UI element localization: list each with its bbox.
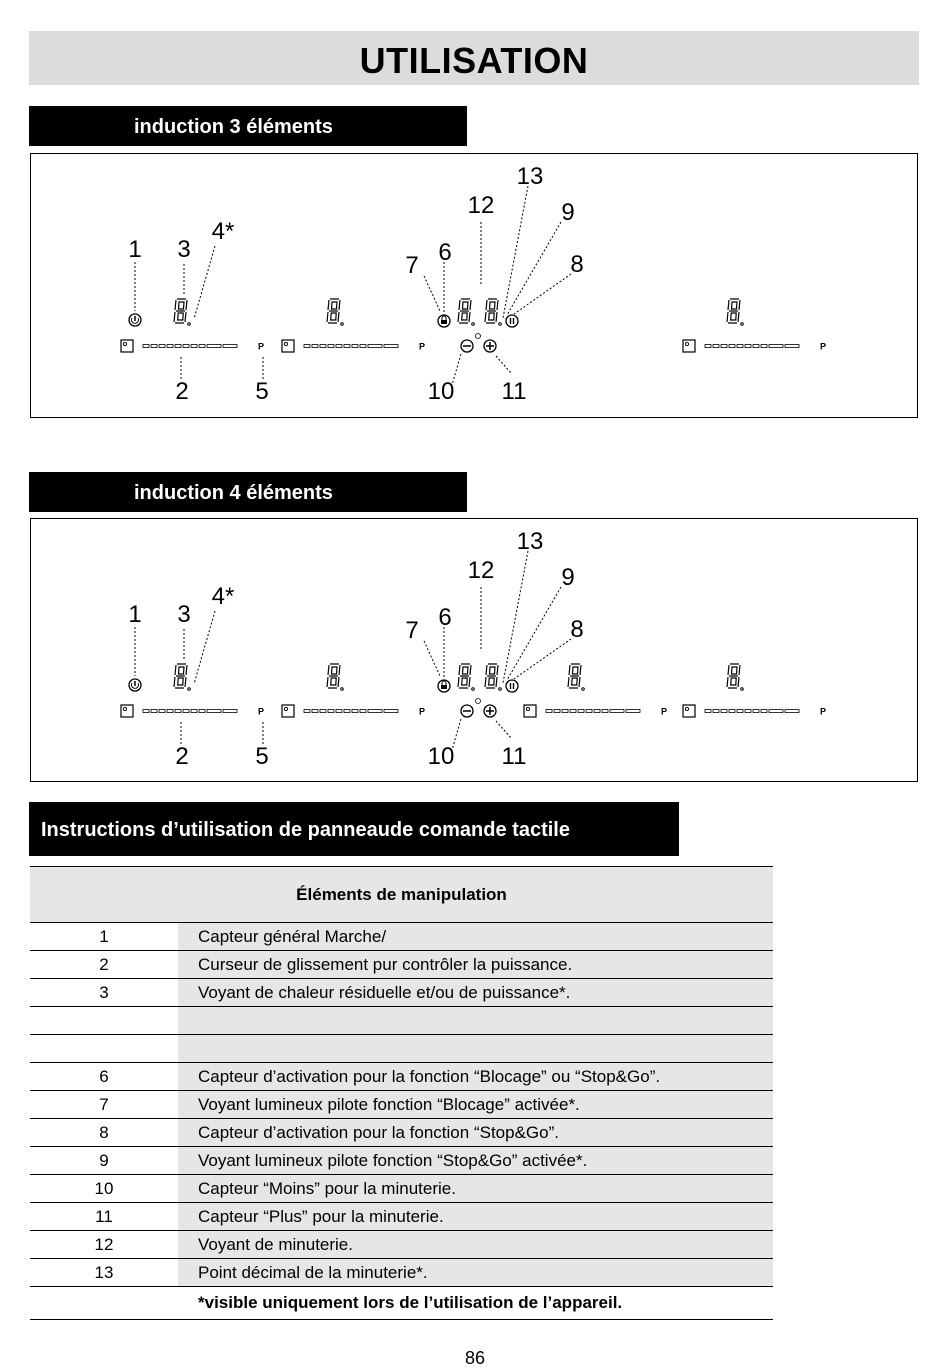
slider-segment [143,345,149,348]
slider-segment [320,345,326,348]
table-row [30,1063,773,1091]
callout-1: 1 [128,601,142,628]
slider-segment [578,710,584,713]
callout-9: 9 [561,564,575,591]
seven-segment-display [327,664,343,690]
slider-segment [336,345,342,348]
zone-select-icon [524,705,536,717]
controls-table [30,866,773,1320]
slider-segment [769,345,783,348]
power-slider [121,340,264,352]
slider-end-label: P [418,341,426,352]
slider-segment [729,345,735,348]
slider-segment [368,710,382,713]
table-header: Éléments de manipulation [30,867,773,923]
callout-11: 11 [501,378,527,405]
control-panel-3-elements [30,153,918,418]
callout-9: 9 [561,199,575,226]
plus-icon [484,340,496,352]
power-slider [683,340,826,352]
slider-segment [175,345,181,348]
table-row [30,923,773,951]
slider-segment [384,710,398,713]
row-number: 11 [30,1203,178,1231]
row-number: 1 [30,923,178,951]
row-number: 12 [30,1231,178,1259]
slider-segment [207,710,221,713]
slider-segment [705,345,711,348]
slider-segment [304,345,310,348]
slider-segment [368,345,382,348]
callout-6: 6 [438,604,452,631]
slider-segment [562,710,568,713]
slider-segment [761,345,767,348]
slider-segment [554,710,560,713]
seven-segment-display [727,299,743,325]
table-row [30,1203,773,1231]
plus-icon [484,705,496,717]
slider-segment [737,710,743,713]
slider-segment [594,710,600,713]
slider-segment [360,710,366,713]
row-number: 2 [30,951,178,979]
callout-12: 12 [467,557,495,584]
slider-segment [151,345,157,348]
row-number [30,1007,178,1035]
control-panel-diagram [31,519,917,781]
slider-segment [713,710,719,713]
leader-line [514,274,571,314]
row-number: 6 [30,1063,178,1091]
slider-segment [320,710,326,713]
minus-icon [461,340,473,352]
zone-select-icon [683,705,695,717]
callout-1: 1 [128,236,142,263]
callout-4: 4* [211,218,235,245]
row-description: Voyant de chaleur résiduelle et/ou de puissance*. [178,979,773,1007]
callout-8: 8 [570,616,584,643]
slider-segment [167,710,173,713]
row-description [178,1007,773,1035]
slider-segment [328,710,334,713]
slider-segment [207,345,221,348]
slider-segment [769,710,783,713]
table-row [30,1147,773,1175]
slider-segment [737,345,743,348]
zone-select-icon [683,340,695,352]
control-panel-4-elements [30,518,918,782]
power-icon [129,314,141,326]
leader-line [503,551,528,683]
slider-segment [745,345,751,348]
slider-segment [159,710,165,713]
table-row [30,1231,773,1259]
section-label-4-elements: induction 4 éléments [29,472,467,512]
slider-segment [610,710,624,713]
row-number: 9 [30,1147,178,1175]
leader-line [424,641,440,676]
slider-segment [191,345,197,348]
seven-segment-display [174,664,190,690]
slider-end-label: P [257,706,265,717]
callout-8: 8 [570,251,584,278]
callout-10: 10 [427,378,455,405]
seven-segment-display [485,299,501,325]
row-description: Voyant lumineux pilote fonction “Stop&Go” activée*. [178,1147,773,1175]
slider-segment [721,345,727,348]
table-row [30,1035,773,1063]
footnote-spacer [30,1287,178,1320]
row-number: 10 [30,1175,178,1203]
slider-segment [546,710,552,713]
slider-segment [175,710,181,713]
leader-line [503,186,528,318]
slider-segment [199,710,205,713]
row-number: 13 [30,1259,178,1287]
seven-segment-display [458,299,474,325]
power-slider [683,705,826,717]
row-description: Capteur d’activation pour la fonction “Stop&Go”. [178,1119,773,1147]
control-panel-diagram [31,154,917,417]
zone-select-icon [282,705,294,717]
slider-segment [713,345,719,348]
slider-segment [570,710,576,713]
slider-segment [729,710,735,713]
callout-6: 6 [438,239,452,266]
zone-select-icon [121,340,133,352]
leader-line [496,721,511,738]
table-row [30,979,773,1007]
seven-segment-display [568,664,584,690]
row-description: Curseur de glissement pur contrôler la puissance. [178,951,773,979]
slider-end-label: P [257,341,265,352]
slider-segment [745,710,751,713]
callout-2: 2 [175,743,189,770]
slider-segment [761,710,767,713]
leader-line [514,639,571,679]
slider-segment [328,345,334,348]
power-slider [282,705,425,717]
slider-segment [223,710,237,713]
slider-segment [199,345,205,348]
table-row [30,1175,773,1203]
callout-5: 5 [255,743,269,770]
row-description: Capteur général Marche/ [178,923,773,951]
slider-segment [360,345,366,348]
page-title: UTILISATION [359,40,589,81]
timer-icon [476,334,481,339]
power-slider [121,705,264,717]
slider-segment [721,710,727,713]
slider-segment [312,710,318,713]
slider-end-label: P [418,706,426,717]
slider-segment [304,710,310,713]
row-description: Capteur “Moins” pour la minuterie. [178,1175,773,1203]
table-row [30,1007,773,1035]
callout-13: 13 [516,528,544,555]
seven-segment-display [174,299,190,325]
row-description [178,1035,773,1063]
seven-segment-display [485,664,501,690]
slider-segment [312,345,318,348]
table-footnote-row [30,1287,773,1320]
slider-segment [223,345,237,348]
leader-line [194,246,215,319]
row-description: Voyant lumineux pilote fonction “Blocage” activée*. [178,1091,773,1119]
table-footnote: *visible uniquement lors de l’utilisation de l’appareil. [178,1287,773,1320]
callout-11: 11 [501,743,527,770]
leader-line [507,587,561,680]
slider-segment [183,710,189,713]
slider-segment [151,710,157,713]
callout-7: 7 [405,617,419,644]
minus-icon [461,705,473,717]
row-description: Point décimal de la minuterie*. [178,1259,773,1287]
seven-segment-display [327,299,343,325]
timer-icon [476,699,481,704]
slider-segment [602,710,608,713]
row-description: Capteur “Plus” pour la minuterie. [178,1203,773,1231]
slider-end-label: P [660,706,668,717]
title-bar [29,31,919,85]
leader-line [424,276,440,311]
leader-line [194,611,215,684]
row-description: Capteur d’activation pour la fonction “Blocage” ou “Stop&Go”. [178,1063,773,1091]
slider-segment [586,710,592,713]
table-row [30,951,773,979]
row-number: 7 [30,1091,178,1119]
instructions-title: Instructions d’utilisation de panneaude comande tactile [29,802,679,856]
slider-segment [705,710,711,713]
slider-segment [344,345,350,348]
slider-segment [785,710,799,713]
callout-3: 3 [177,601,191,628]
page-number: 86 [464,1348,486,1368]
seven-segment-display [727,664,743,690]
slider-end-label: P [819,706,827,717]
callout-13: 13 [516,163,544,190]
callout-5: 5 [255,378,269,405]
table-row [30,1091,773,1119]
callout-3: 3 [177,236,191,263]
seven-segment-display [458,664,474,690]
callout-12: 12 [467,192,495,219]
slider-segment [183,345,189,348]
table-row [30,1119,773,1147]
row-number: 8 [30,1119,178,1147]
leader-line [496,356,511,373]
zone-select-icon [282,340,294,352]
slider-segment [384,345,398,348]
slider-segment [785,345,799,348]
slider-segment [167,345,173,348]
row-number: 3 [30,979,178,1007]
slider-segment [344,710,350,713]
slider-end-label: P [819,341,827,352]
slider-segment [336,710,342,713]
power-slider [524,705,667,717]
leader-line [507,222,561,315]
slider-segment [191,710,197,713]
zone-select-icon [121,705,133,717]
slider-segment [626,710,640,713]
lock-icon [438,315,450,327]
slider-segment [753,710,759,713]
row-number [30,1035,178,1063]
slider-segment [143,710,149,713]
section-label-3-elements: induction 3 éléments [29,106,467,146]
callout-4: 4* [211,583,235,610]
table-row [30,1259,773,1287]
slider-segment [352,345,358,348]
pause-icon [506,680,518,692]
callout-2: 2 [175,378,189,405]
slider-segment [352,710,358,713]
callout-10: 10 [427,743,455,770]
row-description: Voyant de minuterie. [178,1231,773,1259]
slider-segment [753,345,759,348]
power-slider [282,340,425,352]
power-icon [129,679,141,691]
lock-icon [438,680,450,692]
slider-segment [159,345,165,348]
callout-7: 7 [405,252,419,279]
pause-icon [506,315,518,327]
